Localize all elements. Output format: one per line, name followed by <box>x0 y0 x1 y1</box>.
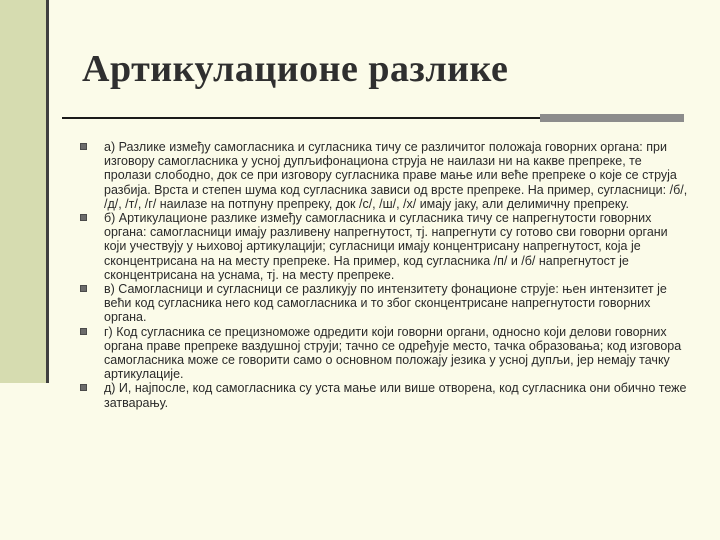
square-bullet-icon <box>80 384 87 391</box>
title-divider-thick <box>540 114 684 122</box>
bullet-text: а) Разлике између самогласника и сугласника тичу се различитог положаја говорних органа: при изговору самогласника у усној дупљифонациона струја не наилази ни на какве препреке, те пролази слободно, док се при изговору сугласника праве мање или веће препреке о које се струја разбија. Врста и степен шума код сугласника зависи од врсте препреке. На пример, сугласници: /б/, /д/, /т/, /г/ наилазе на потпуну препреку, док /с/, /ш/, /х/ имају јаку, али делимичну препреку. <box>104 140 688 211</box>
slide-title: Артикулационе разлике <box>82 48 509 90</box>
bullet-item-a <box>78 140 688 211</box>
bullet-text: д) И, најпосле, код самогласника су уста мање или више отворена, код сугласника они обично теже затварању. <box>104 381 687 410</box>
bullet-text: в) Самогласници и сугласници се разликују по интензитету фонационе струје: њен интензитет је већи код сугласника него код самогласника и то због сконцентрисане напрегнутости говорних органа. <box>104 282 667 325</box>
bullet-item-d <box>78 381 688 409</box>
bullet-text: б) Артикулационе разлике између самогласника и сугласника тичу се напрегнутости говорних органа: самогласници имају разливену напрегнутост, тј. напрегнути су готово сви говорни органи који учествују у њиховој артикулацији; сугласници имају концентрисану напрегнутост, која је сконцентрисана на на месту препреке. На пример, код сугласника /п/ и /б/ напрегнутост је сконцентрисана на уснама, тј. на месту препреке. <box>104 211 668 282</box>
square-bullet-icon <box>80 214 87 221</box>
bullet-item-b <box>78 211 688 282</box>
left-accent-band <box>0 0 49 383</box>
square-bullet-icon <box>80 143 87 150</box>
bullet-list <box>78 140 688 410</box>
title-divider-thin <box>62 117 540 119</box>
bullet-text: г) Код сугласника се прецизноможе одредити који говорни органи, односно који делови говорних органа праве препреке ваздушној струји; тачно се одређује место, тачка образовања; код изговора самогласника може се говорити само о основном положају језика у усној дупљи, јер немају тачку артикулације. <box>104 324 682 382</box>
bullet-item-g <box>78 325 688 382</box>
bullet-item-v <box>78 282 688 325</box>
square-bullet-icon <box>80 285 87 292</box>
square-bullet-icon <box>80 328 87 335</box>
